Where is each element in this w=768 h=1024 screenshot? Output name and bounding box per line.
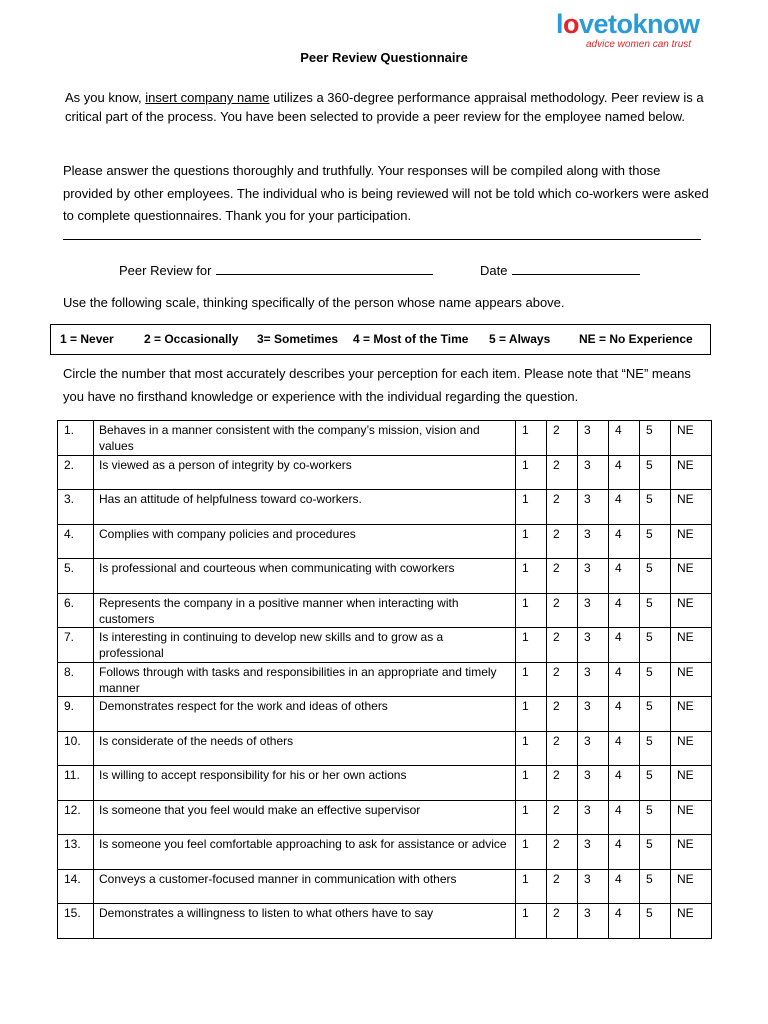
rating-option-5[interactable]: 5 xyxy=(640,904,671,939)
question-text: Is someone you feel comfortable approaching to ask for assistance or advice xyxy=(94,835,516,870)
question-row xyxy=(58,593,712,628)
question-text: Behaves in a manner consistent with the company’s mission, vision and values xyxy=(94,421,516,456)
rating-option-4[interactable]: 4 xyxy=(609,731,640,766)
rating-option-3[interactable]: 3 xyxy=(578,559,609,594)
rating-option-2[interactable]: 2 xyxy=(547,421,578,456)
company-name-placeholder: insert company name xyxy=(145,90,270,105)
rating-option-4[interactable]: 4 xyxy=(609,800,640,835)
rating-option-5[interactable]: 5 xyxy=(640,421,671,456)
rating-option-2[interactable]: 2 xyxy=(547,490,578,525)
rating-option-4[interactable]: 4 xyxy=(609,869,640,904)
logo-letter: l xyxy=(556,9,564,39)
question-row xyxy=(58,662,712,697)
instructions-paragraph: Please answer the questions thoroughly and truthfully. Your responses will be compiled along with those provided by other employees. The individual who is being reviewed will not be told which co-workers were asked to complete questionnaires. Thank you for your participation. xyxy=(63,163,709,223)
lovetoknow-logo xyxy=(556,8,746,48)
rating-option-3[interactable]: 3 xyxy=(578,455,609,490)
question-text: Demonstrates a willingness to listen to what others have to say xyxy=(94,904,516,939)
rating-option-ne[interactable]: NE xyxy=(671,869,712,904)
rating-option-2[interactable]: 2 xyxy=(547,766,578,801)
rating-option-5[interactable]: 5 xyxy=(640,593,671,628)
question-row xyxy=(58,490,712,525)
question-text: Is considerate of the needs of others xyxy=(94,731,516,766)
rating-option-ne[interactable]: NE xyxy=(671,593,712,628)
circle-instructions: Circle the number that most accurately describes your perception for each item. Please note that “NE” means you have no firsthand knowledge or experience with the individual regarding the question. xyxy=(63,366,691,404)
rating-option-4[interactable]: 4 xyxy=(609,490,640,525)
rating-option-5[interactable]: 5 xyxy=(640,524,671,559)
rating-option-4[interactable]: 4 xyxy=(609,628,640,663)
rating-option-1[interactable]: 1 xyxy=(516,697,547,732)
rating-option-2[interactable]: 2 xyxy=(547,869,578,904)
rating-option-ne[interactable]: NE xyxy=(671,697,712,732)
rating-option-4[interactable]: 4 xyxy=(609,559,640,594)
rating-option-4[interactable]: 4 xyxy=(609,662,640,697)
rating-option-2[interactable]: 2 xyxy=(547,800,578,835)
peer-review-for-blank[interactable] xyxy=(216,262,433,275)
question-number: 14. xyxy=(58,869,94,904)
question-number: 4. xyxy=(58,524,94,559)
rating-option-2[interactable]: 2 xyxy=(547,731,578,766)
rating-option-3[interactable]: 3 xyxy=(578,524,609,559)
question-text: Is professional and courteous when communicating with coworkers xyxy=(94,559,516,594)
question-number: 8. xyxy=(58,662,94,697)
question-row xyxy=(58,904,712,939)
question-text: Is someone that you feel would make an effective supervisor xyxy=(94,800,516,835)
rating-option-2[interactable]: 2 xyxy=(547,455,578,490)
rating-option-5[interactable]: 5 xyxy=(640,662,671,697)
scale-item: 3= Sometimes xyxy=(257,332,339,346)
question-text: Is viewed as a person of integrity by co-workers xyxy=(94,455,516,490)
rating-option-4[interactable]: 4 xyxy=(609,524,640,559)
question-row xyxy=(58,628,712,663)
rating-option-ne[interactable]: NE xyxy=(671,421,712,456)
rating-option-2[interactable]: 2 xyxy=(547,835,578,870)
rating-option-2[interactable]: 2 xyxy=(547,559,578,594)
rating-option-1[interactable]: 1 xyxy=(516,662,547,697)
rating-option-1[interactable]: 1 xyxy=(516,766,547,801)
rating-option-1[interactable]: 1 xyxy=(516,835,547,870)
rating-option-ne[interactable]: NE xyxy=(671,766,712,801)
question-number: 9. xyxy=(58,697,94,732)
rating-option-1[interactable]: 1 xyxy=(516,869,547,904)
rating-option-ne[interactable]: NE xyxy=(671,731,712,766)
question-number: 15. xyxy=(58,904,94,939)
rating-option-3[interactable]: 3 xyxy=(578,628,609,663)
question-number: 6. xyxy=(58,593,94,628)
question-number: 13. xyxy=(58,835,94,870)
logo-tagline: advice women can trust xyxy=(586,39,692,50)
rating-option-ne[interactable]: NE xyxy=(671,455,712,490)
scale-item: 5 = Always xyxy=(489,332,551,346)
rating-option-3[interactable]: 3 xyxy=(578,421,609,456)
question-row xyxy=(58,559,712,594)
rating-option-2[interactable]: 2 xyxy=(547,593,578,628)
peer-review-for-label: Peer Review for xyxy=(119,263,212,278)
peer-review-for-field xyxy=(119,262,433,278)
rating-option-2[interactable]: 2 xyxy=(547,662,578,697)
rating-option-5[interactable]: 5 xyxy=(640,731,671,766)
heart-icon: o xyxy=(563,9,580,39)
document-title: Peer Review Questionnaire xyxy=(300,50,468,65)
rating-option-3[interactable]: 3 xyxy=(578,904,609,939)
question-number: 5. xyxy=(58,559,94,594)
date-field xyxy=(480,262,640,278)
question-row xyxy=(58,731,712,766)
question-row xyxy=(58,766,712,801)
question-text: Follows through with tasks and responsibilities in an appropriate and timely manner xyxy=(94,662,516,697)
questionnaire-table xyxy=(57,420,712,939)
question-row xyxy=(58,455,712,490)
scale-item: NE = No Experience xyxy=(579,332,693,346)
rating-option-1[interactable]: 1 xyxy=(516,421,547,456)
question-text: Demonstrates respect for the work and ideas of others xyxy=(94,697,516,732)
question-row xyxy=(58,800,712,835)
rating-option-4[interactable]: 4 xyxy=(609,593,640,628)
question-number: 10. xyxy=(58,731,94,766)
rating-option-5[interactable]: 5 xyxy=(640,455,671,490)
rating-option-ne[interactable]: NE xyxy=(671,628,712,663)
rating-option-5[interactable]: 5 xyxy=(640,800,671,835)
question-text: Conveys a customer-focused manner in communication with others xyxy=(94,869,516,904)
intro-after: utilizes a 360-degree performance appraisal methodology. Peer review is a critical part of the process. You have been selected to provide a peer review for the employee named below. xyxy=(65,90,704,124)
intro-before: As you know, xyxy=(65,90,146,105)
rating-option-1[interactable]: 1 xyxy=(516,731,547,766)
rating-option-4[interactable]: 4 xyxy=(609,455,640,490)
rating-option-1[interactable]: 1 xyxy=(516,490,547,525)
rating-option-2[interactable]: 2 xyxy=(547,904,578,939)
rating-option-5[interactable]: 5 xyxy=(640,869,671,904)
rating-option-4[interactable]: 4 xyxy=(609,421,640,456)
logo-wordmark xyxy=(556,8,700,40)
question-text: Complies with company policies and procedures xyxy=(94,524,516,559)
rating-option-4[interactable]: 4 xyxy=(609,904,640,939)
question-row xyxy=(58,524,712,559)
question-text: Has an attitude of helpfulness toward co-workers. xyxy=(94,490,516,525)
rating-option-ne[interactable]: NE xyxy=(671,490,712,525)
rating-option-3[interactable]: 3 xyxy=(578,835,609,870)
rating-option-1[interactable]: 1 xyxy=(516,593,547,628)
rating-option-ne[interactable]: NE xyxy=(671,835,712,870)
scale-item: 1 = Never xyxy=(60,332,114,346)
question-number: 1. xyxy=(58,421,94,456)
question-text: Is interesting in continuing to develop new skills and to grow as a professional xyxy=(94,628,516,663)
scale-item: 4 = Most of the Time xyxy=(353,332,469,346)
question-number: 12. xyxy=(58,800,94,835)
intro-paragraph xyxy=(65,89,705,126)
rating-option-5[interactable]: 5 xyxy=(640,559,671,594)
date-label: Date xyxy=(480,263,508,278)
rating-option-ne[interactable]: NE xyxy=(671,662,712,697)
rating-option-1[interactable]: 1 xyxy=(516,559,547,594)
rating-option-2[interactable]: 2 xyxy=(547,697,578,732)
rating-option-3[interactable]: 3 xyxy=(578,766,609,801)
logo-letters: vetoknow xyxy=(579,9,700,39)
question-number: 3. xyxy=(58,490,94,525)
rating-option-3[interactable]: 3 xyxy=(578,869,609,904)
rating-option-ne[interactable]: NE xyxy=(671,524,712,559)
question-row xyxy=(58,421,712,456)
rating-option-1[interactable]: 1 xyxy=(516,904,547,939)
rating-option-1[interactable]: 1 xyxy=(516,800,547,835)
rating-option-5[interactable]: 5 xyxy=(640,628,671,663)
rating-option-2[interactable]: 2 xyxy=(547,524,578,559)
date-blank[interactable] xyxy=(512,262,640,275)
rating-option-5[interactable]: 5 xyxy=(640,697,671,732)
rating-option-1[interactable]: 1 xyxy=(516,628,547,663)
rating-option-2[interactable]: 2 xyxy=(547,628,578,663)
question-row xyxy=(58,697,712,732)
question-text: Is willing to accept responsibility for his or her own actions xyxy=(94,766,516,801)
question-row xyxy=(58,869,712,904)
rating-option-5[interactable]: 5 xyxy=(640,766,671,801)
scale-intro: Use the following scale, thinking specifically of the person whose name appears above. xyxy=(63,295,565,310)
question-number: 2. xyxy=(58,455,94,490)
scale-legend xyxy=(50,324,711,355)
rating-option-4[interactable]: 4 xyxy=(609,697,640,732)
question-text: Represents the company in a positive manner when interacting with customers xyxy=(94,593,516,628)
scale-item: 2 = Occasionally xyxy=(144,332,239,346)
question-number: 7. xyxy=(58,628,94,663)
rating-option-ne[interactable]: NE xyxy=(671,800,712,835)
question-number: 11. xyxy=(58,766,94,801)
rating-option-ne[interactable]: NE xyxy=(671,904,712,939)
rating-option-3[interactable]: 3 xyxy=(578,593,609,628)
rating-option-3[interactable]: 3 xyxy=(578,490,609,525)
rating-option-ne[interactable]: NE xyxy=(671,559,712,594)
rating-option-3[interactable]: 3 xyxy=(578,697,609,732)
rating-option-1[interactable]: 1 xyxy=(516,455,547,490)
divider-line xyxy=(63,239,701,240)
rating-option-1[interactable]: 1 xyxy=(516,524,547,559)
rating-option-3[interactable]: 3 xyxy=(578,800,609,835)
rating-option-5[interactable]: 5 xyxy=(640,835,671,870)
rating-option-4[interactable]: 4 xyxy=(609,766,640,801)
rating-option-4[interactable]: 4 xyxy=(609,835,640,870)
rating-option-3[interactable]: 3 xyxy=(578,731,609,766)
rating-option-3[interactable]: 3 xyxy=(578,662,609,697)
question-row xyxy=(58,835,712,870)
rating-option-5[interactable]: 5 xyxy=(640,490,671,525)
